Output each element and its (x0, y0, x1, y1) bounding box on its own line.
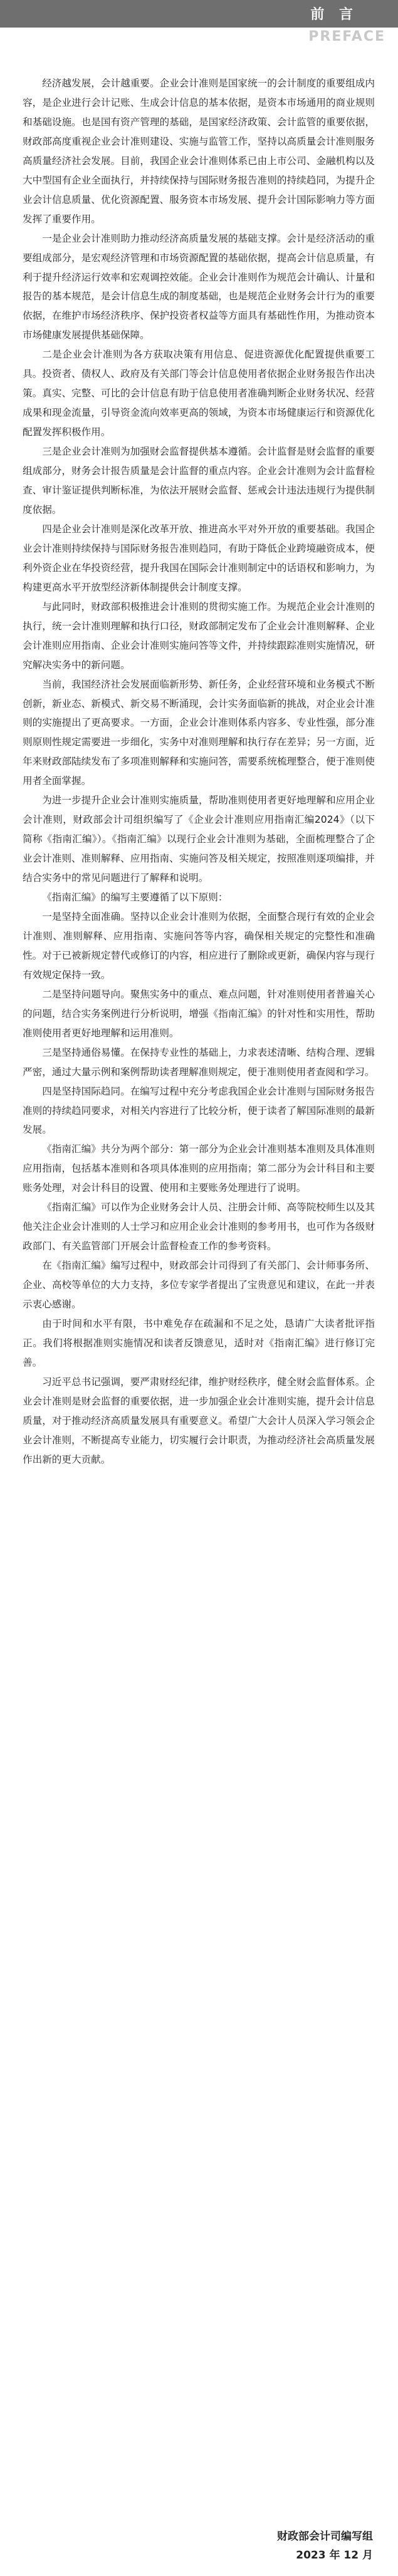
paragraph: 二是坚持问题导向。聚焦实务中的重点、难点问题，针对准则使用者普遍关心的问题，结合实务案例进行分析说明，增强《指南汇编》的针对性和实用性，帮助准则使用者更好地理解和运用准则。 (23, 988, 375, 1039)
paragraph: 在《指南汇编》编写过程中，财政部会计司得到了有关部门、会计师事务所、企业、高校等单位的大力支持，多位专家学者提出了宝贵意见和建议，在此一并表示衷心感谢。 (23, 1260, 375, 1311)
paragraph: 一是企业会计准则助力推动经济高质量发展的基础支撑。会计是经济活动的重要组成部分，是宏观经济管理和市场资源配置的基础依据，提高会计信息质量，有利于提升经济运行效率和宏观调控效能。企业会计准则作为规范会计确认、计量和报告的基本规范，是会计信息生成的制度基础，也是规范企业财务会计行为的重要依据，在维护市场经济秩序、保护投资者权益等方面具有基础性作用，为推动资本市场健康发展提供基础保障。 (23, 232, 375, 341)
page-subtitle: PREFACE (308, 29, 385, 44)
paragraph: 为进一步提升企业会计准则实施质量，帮助准则使用者更好地理解和应用企业会计准则，财政部会计司组织编写了《企业会计准则应用指南汇编2024》（以下简称《指南汇编》）。《指南汇编》以现行企业会计准则为基础，全面梳理整合了企业会计准则、准则解释、应用指南、实施问答及相关规定，按照准则逐项编排，并结合实务中的常见问题进行了解释和说明。 (23, 795, 375, 884)
paragraph: 当前，我国经济社会发展面临新形势、新任务，企业经营环境和业务模式不断创新，新业态、新模式、新交易不断涌现，会计实务面临新的挑战，对企业会计准则的实施提出了更高要求。一方面，企业会计准则体系内容多、专业性强，部分准则原则性规定需要进一步细化，实务中对准则理解和执行存在差异；另一方面，近年来财政部陆续发布了多项准则解释和实施问答，需要系统梳理整合，便于准则使用者全面掌握。 (23, 678, 375, 787)
paragraph: 四是企业会计准则是深化改革开放、推进高水平对外开放的重要基础。我国企业会计准则持续保持与国际财务报告准则趋同，有助于降低企业跨境融资成本，便利外资企业在华投资经营，提升我国在国际会计准则制定中的话语权和影响力，为构建更高水平开放型经济新体制提供会计制度支撑。 (23, 523, 375, 593)
paragraph: 四是坚持国际趋同。在编写过程中充分考虑我国企业会计准则与国际财务报告准则的持续趋同要求，对相关内容进行了比较分析，便于读者了解国际准则的最新发展。 (23, 1085, 375, 1136)
page-title: 前 言 (310, 6, 358, 23)
paragraph: 《指南汇编》共分为两个部分：第一部分为企业会计准则基本准则及具体准则应用指南，包括基本准则和各项具体准则的应用指南；第二部分为会计科目和主要账务处理，对会计科目的设置、使用和主要账务处理进行了说明。 (23, 1143, 375, 1194)
paragraph: 《指南汇编》的编写主要遵循了以下原则： (42, 892, 228, 904)
paragraph: 一是坚持全面准确。坚持以企业会计准则为依据，全面整合现行有效的企业会计准则、准则解释、应用指南、实施问答等内容，确保相关规定的完整性和准确性。对于已被新规定替代或修订的内容，相应进行了删除或更新，确保内容与现行有效规定保持一致。 (23, 910, 375, 981)
paragraph: 由于时间和水平有限，书中难免存在疏漏和不足之处，恳请广大读者批评指正。我们将根据准则实施情况和读者反馈意见，适时对《指南汇编》进行修订完善。 (23, 1318, 375, 1368)
header-bar (0, 0, 398, 28)
signature-org: 财政部会计司编写组 (277, 2530, 373, 2543)
paragraph: 《指南汇编》可以作为企业财务会计人员、注册会计师、高等院校师生以及其他关注企业会计准则的人士学习和应用企业会计准则的参考用书，也可作为各级财政部门、有关监管部门开展会计监督检查工作的参考资料。 (23, 1202, 375, 1252)
signature-block (277, 2527, 373, 2565)
body-text (23, 74, 375, 1470)
paragraph: 与此同时，财政部积极推进会计准则的贯彻实施工作。为规范企业会计准则的执行，统一会计准则理解和执行口径，财政部制定发布了企业会计准则解释、企业会计准则应用指南、企业会计准则实施问答等文件，并持续跟踪准则实施情况，研究解决实务中的新问题。 (23, 600, 375, 671)
signature-date: 2023 年 12 月 (296, 2549, 373, 2562)
paragraph: 经济越发展，会计越重要。企业会计准则是国家统一的会计制度的重要组成内容，是企业进行会计记账、生成会计信息的基本依据，是资本市场通用的商业规则和基础设施。也是国有资产管理的基础，是国家经济政策、会计监管的重要依据，财政部高度重视企业会计准则建设、实施与监管工作，坚持以高质量会计准则服务高质量经济社会发展。目前，我国企业会计准则体系已由上市公司、金融机构以及大中型国有企业全面执行，并持续保持与国际财务报告准则的持续趋同，为提升企业会计信息质量、优化资源配置、服务资本市场发展、提升会计国际影响力等方面发挥了重要作用。 (23, 78, 375, 225)
paragraph: 习近平总书记强调，要严肃财经纪律，维护财经秩序，健全财会监督体系。企业会计准则是财会监督的重要依据，进一步加强企业会计准则实施，提升会计信息质量，对于推动经济高质量发展具有重要意义。希望广大会计人员深入学习领会企业会计准则，不断提高专业能力，切实履行会计职责，为推动经济社会高质量发展作出新的更大贡献。 (23, 1376, 375, 1465)
paragraph: 三是企业会计准则为加强财会监督提供基本遵循。会计监督是财会监督的重要组成部分，财务会计报告质量是会计监督的重点内容。企业会计准则为会计监督检查、审计鉴证提供判断标准，为依法开展财会监督、惩戒会计违法违规行为提供制度依据。 (23, 446, 375, 515)
paragraph: 二是企业会计准则为各方获取决策有用信息、促进资源优化配置提供重要工具。投资者、债权人、政府及有关部门等会计信息使用者依据企业财务报告作出决策。真实、完整、可比的会计信息有助于信息使用者准确判断企业财务状况、经营成果和现金流量，引导资金流向效率更高的领域，为资本市场健康运行和资源优化配置发挥积极作用。 (23, 349, 375, 438)
paragraph: 三是坚持通俗易懂。在保持专业性的基础上，力求表述清晰、结构合理、逻辑严密，通过大量示例和案例帮助读者理解准则规定，便于准则使用者查阅和学习。 (23, 1046, 375, 1078)
